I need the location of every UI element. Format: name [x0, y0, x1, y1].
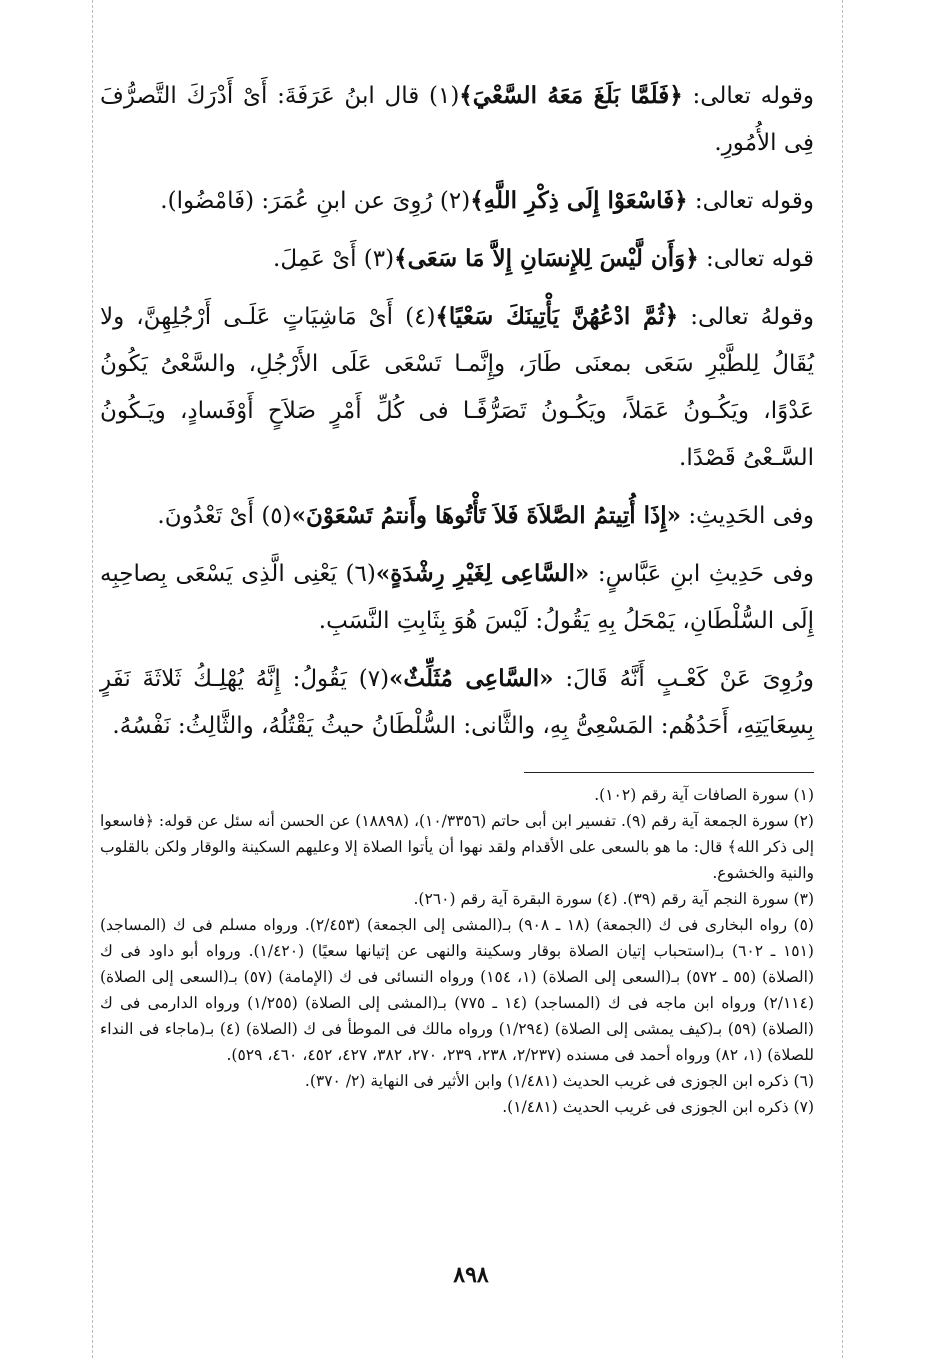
paragraph-1	[100, 72, 814, 167]
right-margin-guide	[842, 0, 843, 1358]
paragraph-text: (١) قال ابنُ عَرَفَةَ: أَىْ أَدْرَكَ التَّصرُّفَ فِى الأُمُورِ.	[100, 83, 814, 156]
footnotes	[100, 782, 814, 1120]
hadith-quote: «السَّاعِى لِغَيْرِ رِشْدَةٍ»	[375, 560, 590, 587]
paragraph-7	[100, 655, 814, 750]
paragraph-text: وقوله تعالى:	[687, 188, 814, 214]
paragraph-6	[100, 550, 814, 645]
paragraph-text: وفى الحَدِيثِ:	[681, 503, 814, 529]
footnote-divider	[524, 772, 814, 773]
paragraph-text: وقولهُ تعالى:	[678, 304, 814, 330]
paragraph-text: (٢) رُوِىَ عن ابنِ عُمَرَ: (فَامْضُوا).	[160, 188, 471, 214]
paragraph-text: وفى حَدِيثِ ابنِ عَبَّاسٍ:	[589, 561, 815, 587]
paragraph-text: ورُوِىَ عَنْ كَعْـبٍ أَنَّهُ قَالَ:	[553, 666, 814, 692]
paragraph-text: (٣) أَىْ عَمِلَ.	[273, 246, 395, 272]
footnote-2: (٢) سورة الجمعة آية رقم (٩). تفسير ابن أبى حاتم (١٠/٣٣٥٦)، (١٨٨٩٨) عن الحسن أنه سئل عن قوله: ﴿فاسعوا إلى ذكر الله﴾ قال: ما هو بالسعى على الأقدام ولقد نهوا أن يأتوا الصلاة إلا وعليهم السكينة والوقار ولكن بالقلوب والنية والخشوع.	[100, 812, 814, 882]
paragraph-text: (٧) يَقُولُ: إِنَّهُ يُهْلِـكُ ثَلاثَةَ نَفَرٍ بِسِعَايَتِهِ، أَحَدُهُم: المَسْعِىُّ بِهِ، والثَّانى: السُّلْطَانُ حيثُ يَقْتُلُهُ، والثَّالِثُ: نَفْسُهُ.	[100, 666, 814, 739]
page-number: ٨٩٨	[453, 1262, 489, 1288]
quran-verse: ﴿وَأَن لَّيْسَ لِلإِنسَانِ إِلاَّ مَا سَعَى﴾	[394, 245, 699, 272]
quran-verse: ﴿فَلَمَّا بَلَغَ مَعَهُ السَّعْيَ﴾	[459, 82, 683, 109]
footnote-1: (١) سورة الصافات آية رقم (١٠٢).	[594, 786, 814, 804]
paragraph-5	[100, 492, 814, 540]
quran-verse: ﴿ثُمَّ ادْعُهُنَّ يَأْتِينَكَ سَعْيًا﴾	[435, 303, 679, 330]
footnote-6: (٦) ذكره ابن الجوزى فى غريب الحديث (١/٤٨١) وابن الأثير فى النهاية (٢/ ٣٧٠).	[304, 1072, 814, 1090]
footnote-3-4: (٣) سورة النجم آية رقم (٣٩). (٤) سورة البقرة آية رقم (٢٦٠).	[413, 890, 814, 908]
paragraph-text: (٥) أَىْ تَعْدُونَ.	[157, 503, 292, 529]
paragraph-text: قوله تعالى:	[698, 246, 814, 272]
paragraph-text: وقوله تعالى:	[682, 83, 814, 109]
left-margin-guide	[92, 0, 93, 1358]
paragraph-3	[100, 235, 814, 283]
hadith-quote: «إِذَا أُتِيتمُ الصَّلاَةَ فَلاَ تَأْتُوهَا وأَنتمُ تَسْعَوْنَ»	[291, 502, 682, 529]
footnote-7: (٧) ذكره ابن الجوزى فى غريب الحديث (١/٤٨١).	[502, 1098, 814, 1116]
main-text	[100, 72, 814, 760]
hadith-quote: «السَّاعِى مُثَلِّثٌ»	[389, 665, 554, 692]
footnote-5: (٥) رواه البخارى فى ك (الجمعة) (١٨ ـ ٩٠٨) بـ(المشى إلى الجمعة) (٢/٤٥٣). ورواه مسلم فى ك (المساجد) (١٥١ ـ ٦٠٢) بـ(استحباب إتيان الصلاة بوقار وسكينة والنهى عن إتيانها سعيًا) (١/٤٢٠). ورواه أبو داود فى ك (الصلاة) (٥٥ ـ ٥٧٢) بـ(السعى إلى الصلاة) (١، ١٥٤) ورواه النسائى فى ك (الإمامة) (٥٧) بـ(السعى إلى الصلاة) (٢/١١٤) ورواه ابن ماجه فى ك (المساجد) (١٤ ـ ٧٧٥) بـ(المشى إلى الصلاة) (١/٢٥٥) ورواه الدارمى فى ك (الصلاة) (٥٩) بـ(كيف يمشى إلى الصلاة) (١/٢٩٤) ورواه مالك فى الموطأ فى ك (الصلاة) (٤) بـ(ماجاء فى النداء للصلاة) (١، ٨٢) ورواه أحمد فى مسنده (٢/٢٣٧، ٢٣٨، ٢٣٩، ٢٧٠، ٣٨٢، ٤٢٧، ٤٥٢، ٤٦٠، ٥٢٩).	[100, 916, 814, 1064]
quran-verse: ﴿فَاسْعَوْا إِلَى ذِكْرِ اللَّهِ﴾	[470, 187, 688, 214]
paragraph-4	[100, 293, 814, 482]
paragraph-text: (٤) أَىْ مَاشِيَاتٍ عَلَـى أَرْجُلِهِنَّ، ولا يُقَالُ لِلطَّيْرِ سَعَى بمعنَى طَارَ، وإِنَّمـا تَسْعَى عَلَى الأَرْجُلِ، والسَّعْىُ يَكُونُ عَدْوًا، ويَكُـونُ عَمَلاً، ويَكُـونُ تَصَرُّفًـا فى كُلِّ أَمْرٍ صَلاَحٍ أَوْفَسادٍ، ويَـكُونُ السَّـعْىُ قَصْدًا.	[100, 304, 814, 471]
paragraph-text: (٦) يَعْنِى الَّذِى يَسْعَى بِصاحِبِه إِلَى السُّلْطَانِ، يَمْحَلُ بِهِ يَقُولُ: لَيْسَ هُوَ بِثَابِتِ النَّسَبِ.	[100, 561, 814, 634]
paragraph-2	[100, 177, 814, 225]
